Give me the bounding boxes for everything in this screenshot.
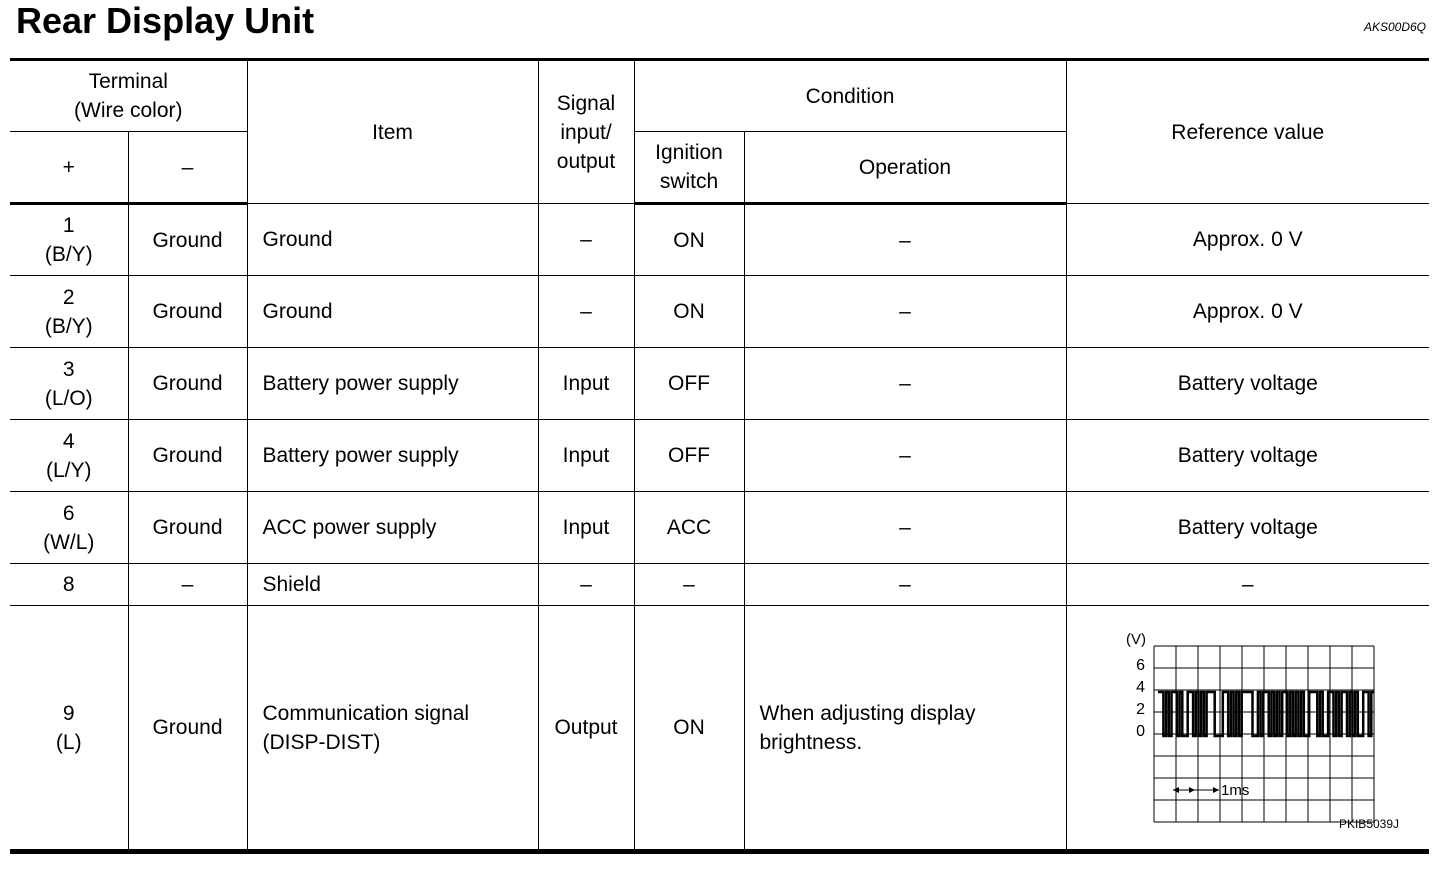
waveform-figure	[1067, 606, 1430, 849]
operation-line-2: brightness.	[759, 730, 863, 754]
reference-cell: Battery voltage	[1066, 348, 1429, 420]
terminal-minus-cell: –	[128, 564, 247, 606]
table-row	[10, 606, 1429, 852]
oscilloscope-waveform	[1117, 626, 1407, 826]
reference-cell	[1066, 606, 1429, 852]
operation-line-1: When adjusting display	[759, 701, 976, 725]
wire-color: (W/L)	[43, 530, 95, 554]
signal-cell: Input	[538, 492, 634, 564]
y-tick-label: 4	[1135, 679, 1145, 696]
terminal-minus-cell: Ground	[128, 606, 247, 852]
reference-cell: Approx. 0 V	[1066, 276, 1429, 348]
signal-cell: –	[538, 204, 634, 276]
signal-cell: Input	[538, 348, 634, 420]
item-cell: Ground	[247, 276, 538, 348]
page-title: Rear Display Unit	[16, 0, 315, 41]
signal-label-1: Signal	[556, 91, 616, 115]
unit-label: (V)	[1125, 631, 1146, 648]
ignition-cell: OFF	[634, 348, 744, 420]
item-cell: Shield	[247, 564, 538, 606]
signal-cell: –	[538, 276, 634, 348]
time-scale-label: 1ms	[1220, 782, 1249, 799]
terminal-header	[10, 60, 247, 132]
wire-color: (L/Y)	[45, 458, 92, 482]
minus-header: –	[128, 132, 247, 204]
terminal-number: 9	[62, 701, 75, 725]
wire-color-label: (Wire color)	[74, 99, 183, 122]
y-tick-label: 2	[1135, 701, 1145, 718]
plus-header: +	[10, 132, 128, 204]
terminal-number: 3	[62, 357, 75, 381]
item-header: Item	[247, 60, 538, 204]
wire-color: (B/Y)	[44, 314, 93, 338]
signal-trace	[1158, 692, 1374, 736]
signal-cell: –	[538, 564, 634, 606]
item-cell: Ground	[247, 204, 538, 276]
operation-header: Operation	[744, 132, 1066, 204]
table-row	[10, 564, 1429, 606]
reference-cell: Battery voltage	[1066, 420, 1429, 492]
terminal-minus-cell: Ground	[128, 492, 247, 564]
terminal-plus-cell	[10, 492, 128, 564]
reference-cell: Approx. 0 V	[1066, 204, 1429, 276]
ignition-header	[634, 132, 744, 204]
operation-cell: –	[744, 348, 1066, 420]
figure-code: PKIB5039J	[1338, 817, 1400, 831]
terminal-label: Terminal	[88, 70, 168, 93]
operation-cell: –	[744, 204, 1066, 276]
operation-cell: –	[744, 420, 1066, 492]
ignition-cell: ACC	[634, 492, 744, 564]
y-tick-label: 6	[1135, 657, 1145, 674]
operation-cell: –	[744, 564, 1066, 606]
operation-cell: –	[744, 492, 1066, 564]
terminal-minus-cell: Ground	[128, 276, 247, 348]
wire-color: (B/Y)	[44, 243, 93, 266]
terminal-plus-cell	[10, 276, 128, 348]
signal-label-3: output	[556, 149, 616, 173]
ignition-cell: ON	[634, 276, 744, 348]
terminal-plus-cell	[10, 606, 128, 852]
table-row	[10, 348, 1429, 420]
signal-cell: Input	[538, 420, 634, 492]
operation-cell	[744, 606, 1066, 852]
terminal-minus-cell: Ground	[128, 348, 247, 420]
item-cell	[247, 606, 538, 852]
terminal-number: 6	[62, 501, 75, 525]
table-row	[10, 204, 1429, 276]
terminal-minus-cell: Ground	[128, 420, 247, 492]
terminal-number: 4	[62, 429, 75, 453]
terminal-minus-cell: Ground	[128, 204, 247, 276]
signal-header	[538, 60, 634, 204]
ignition-cell: –	[634, 564, 744, 606]
terminal-plus-cell	[10, 420, 128, 492]
item-cell: ACC power supply	[247, 492, 538, 564]
terminal-plus-cell	[10, 204, 128, 276]
reference-cell: Battery voltage	[1066, 492, 1429, 564]
ignition-cell: ON	[634, 606, 744, 852]
item-line-1: Communication signal	[262, 701, 470, 725]
ignition-cell: ON	[634, 204, 744, 276]
terminal-table	[10, 58, 1429, 854]
signal-cell: Output	[538, 606, 634, 852]
table-row	[10, 420, 1429, 492]
table-row	[10, 276, 1429, 348]
document-code: AKS00D6Q	[1363, 20, 1426, 34]
item-cell: Battery power supply	[247, 348, 538, 420]
ignition-label-2: switch	[659, 170, 719, 193]
ignition-label-1: Ignition	[655, 141, 723, 164]
ignition-cell: OFF	[634, 420, 744, 492]
time-scale-indicator	[1173, 782, 1249, 799]
terminal-plus-cell: 8	[10, 564, 128, 606]
y-tick-label: 0	[1135, 723, 1145, 740]
operation-cell: –	[744, 276, 1066, 348]
item-cell: Battery power supply	[247, 420, 538, 492]
wire-color: (L)	[55, 730, 82, 754]
condition-header: Condition	[634, 60, 1066, 132]
signal-label-2: input/	[560, 120, 612, 144]
item-line-2: (DISP-DIST)	[262, 730, 381, 754]
table-row	[10, 492, 1429, 564]
reference-header: Reference value	[1066, 60, 1429, 204]
reference-cell: –	[1066, 564, 1429, 606]
wire-color: (L/O)	[44, 386, 93, 410]
terminal-number: 2	[62, 285, 75, 309]
terminal-number: 1	[62, 214, 75, 237]
terminal-plus-cell	[10, 348, 128, 420]
